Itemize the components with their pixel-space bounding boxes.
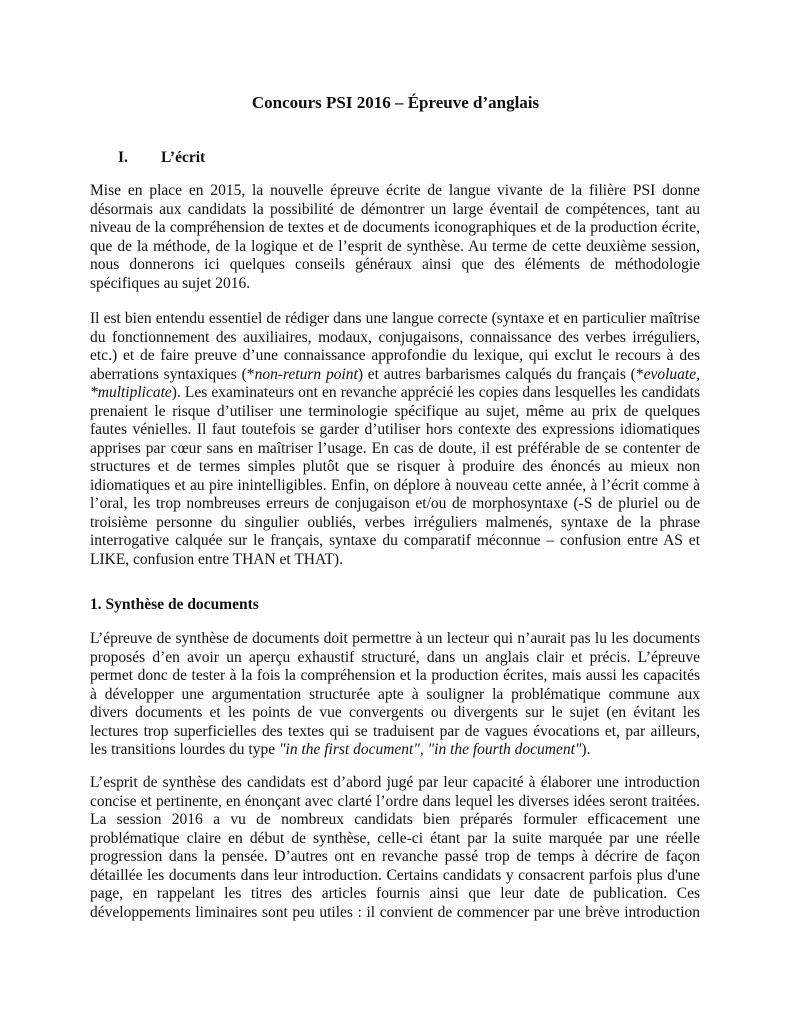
text-line: Mise en place en 2015, la nouvelle épreuve écrite de langue vivante de la filière PSI donne bbox=[90, 182, 700, 199]
text-line: spécifiques au sujet 2016. bbox=[90, 274, 251, 292]
text-line: troisième personne du singulier oubliés, verbes irréguliers malmenés, syntaxe de la phrase bbox=[90, 513, 700, 531]
text-run: les transitions lourdes du type bbox=[90, 741, 279, 758]
text-line: fautes vénielles. Il faut toutefois se garder d’utiliser hors contexte des expressions idiomatiques bbox=[90, 421, 700, 438]
paragraph-intro bbox=[90, 182, 700, 293]
text-line: structures et de termes simples plutôt que se risquer à produire des énoncés au mieux non bbox=[90, 458, 700, 475]
example-italic: "in the first document", "in the fourth document" bbox=[279, 741, 582, 758]
text-line bbox=[90, 384, 700, 403]
text-line: divers documents et les points de vue convergents ou divergents sur le sujet (en évitant les bbox=[90, 704, 700, 721]
example-italic: non-return point bbox=[254, 365, 358, 383]
text-line: LIKE, confusion entre THAN et THAT). bbox=[90, 550, 343, 568]
text-line: à développer une argumentation structurée apte à souligner la problématique commune aux bbox=[90, 685, 700, 703]
text-line: La session 2016 a vu de nombreux candidats bien préparés formuler efficacement une bbox=[90, 811, 700, 828]
text-run: aberrations syntaxiques (* bbox=[90, 365, 255, 383]
text-line: interrogative calquée sur le français, syntaxe du comparatif méconnue – confusion entre AS et bbox=[90, 532, 700, 549]
text-line: page, en rappelant les titres des articles fournis ainsi que leur date de publication. Ces bbox=[90, 885, 700, 902]
paragraph-introduction-advice bbox=[90, 774, 700, 922]
text-line: proposés d’en avoir un aperçu exhaustif structuré, dans un anglais clair et précis. L’épreuve bbox=[90, 648, 700, 666]
text-line: permet donc de tester à la fois la compréhension et la production écrites, mais aussi les capacités bbox=[90, 667, 700, 684]
text-line: du fonctionnement des auxiliaires, modaux, conjugaisons, connaissance des verbes irréguliers, bbox=[90, 328, 700, 346]
text-run: ) et autres barbarismes calqués du français (* bbox=[357, 365, 644, 383]
text-line: L’esprit de synthèse des candidats est d’abord jugé par leur capacité à élaborer une introduction bbox=[90, 774, 700, 791]
text-line: L’épreuve de synthèse de documents doit permettre à un lecteur qui n’aurait pas lu les documents bbox=[90, 630, 700, 647]
section-label: L’écrit bbox=[161, 149, 206, 166]
text-line: niveau de la compréhension de textes et de documents iconographiques et de la production écrite, bbox=[90, 219, 700, 236]
text-line bbox=[90, 366, 700, 385]
text-line: idiomatiques et au pire inintelligibles. Enfin, on déplore à nouveau cette année, à l’écrit comme à bbox=[90, 476, 700, 494]
paragraph-synthesis bbox=[90, 630, 700, 760]
text-line: nous donnerons ici quelques conseils généraux ainsi que des éléments de méthodologie bbox=[90, 256, 700, 273]
example-italic: evoluate, bbox=[643, 365, 700, 383]
subsection-heading: 1. Synthèse de documents bbox=[90, 596, 259, 613]
text-line: problématique claire en début de synthèse, celle-ci étant par la suite marquée par une réelle bbox=[90, 829, 700, 847]
text-line: désormais aux candidats la possibilité de démontrer un large éventail de compétences, tant au bbox=[90, 200, 700, 218]
text-line: progression dans la pensée. D’autres ont en revanche passé trop de temps à décrire de façon bbox=[90, 848, 700, 865]
page-title: Concours PSI 2016 – Épreuve d’anglais bbox=[251, 93, 540, 112]
text-line: l’oral, les trop nombreuses erreurs de conjugaison et/ou de morphosyntaxe (-S de pluriel ou de bbox=[90, 495, 700, 512]
text-line: etc.) et de faire preuve d’une connaissance approfondie du lexique, qui exclut le recours à des bbox=[90, 347, 700, 364]
text-line: prenaient le risque d’utiliser une terminologie spécifique au sujet, même au prix de quelques bbox=[90, 402, 700, 420]
text-line: lectures trop superficielles des textes qui se traduisent par de vagues évocations et, par ailleurs, bbox=[90, 722, 700, 740]
text-line: développements liminaires sont peu utiles : il convient de commencer par une brève introduction bbox=[90, 903, 700, 921]
text-line bbox=[90, 741, 700, 760]
text-line: concise et pertinente, en énonçant avec clarté l’ordre dans lequel les diverses idées seront traitées. bbox=[90, 792, 700, 810]
text-line: détaillée les documents dans leur introduction. Certains candidats y consacrent parfois plus d'une bbox=[90, 866, 700, 884]
text-line: Il est bien entendu essentiel de rédiger dans une langue correcte (syntaxe et en particulier maîtrise bbox=[90, 310, 700, 327]
section-heading bbox=[118, 148, 205, 167]
section-number: I. bbox=[118, 149, 128, 166]
text-run: ). Les examinateurs ont en revanche apprécié les copies dans lesquelles les candidats bbox=[171, 384, 700, 401]
paragraph-language-quality bbox=[90, 310, 700, 569]
text-line: apprises par cœur sans en maîtriser l’usage. En cas de doute, il est préférable de se contenter de bbox=[90, 439, 700, 457]
text-line: que de la méthode, de la logique et de l’esprit de synthèse. Au terme de cette deuxième session, bbox=[90, 237, 700, 255]
text-run: ). bbox=[581, 741, 591, 758]
example-italic: *multiplicate bbox=[90, 384, 172, 401]
